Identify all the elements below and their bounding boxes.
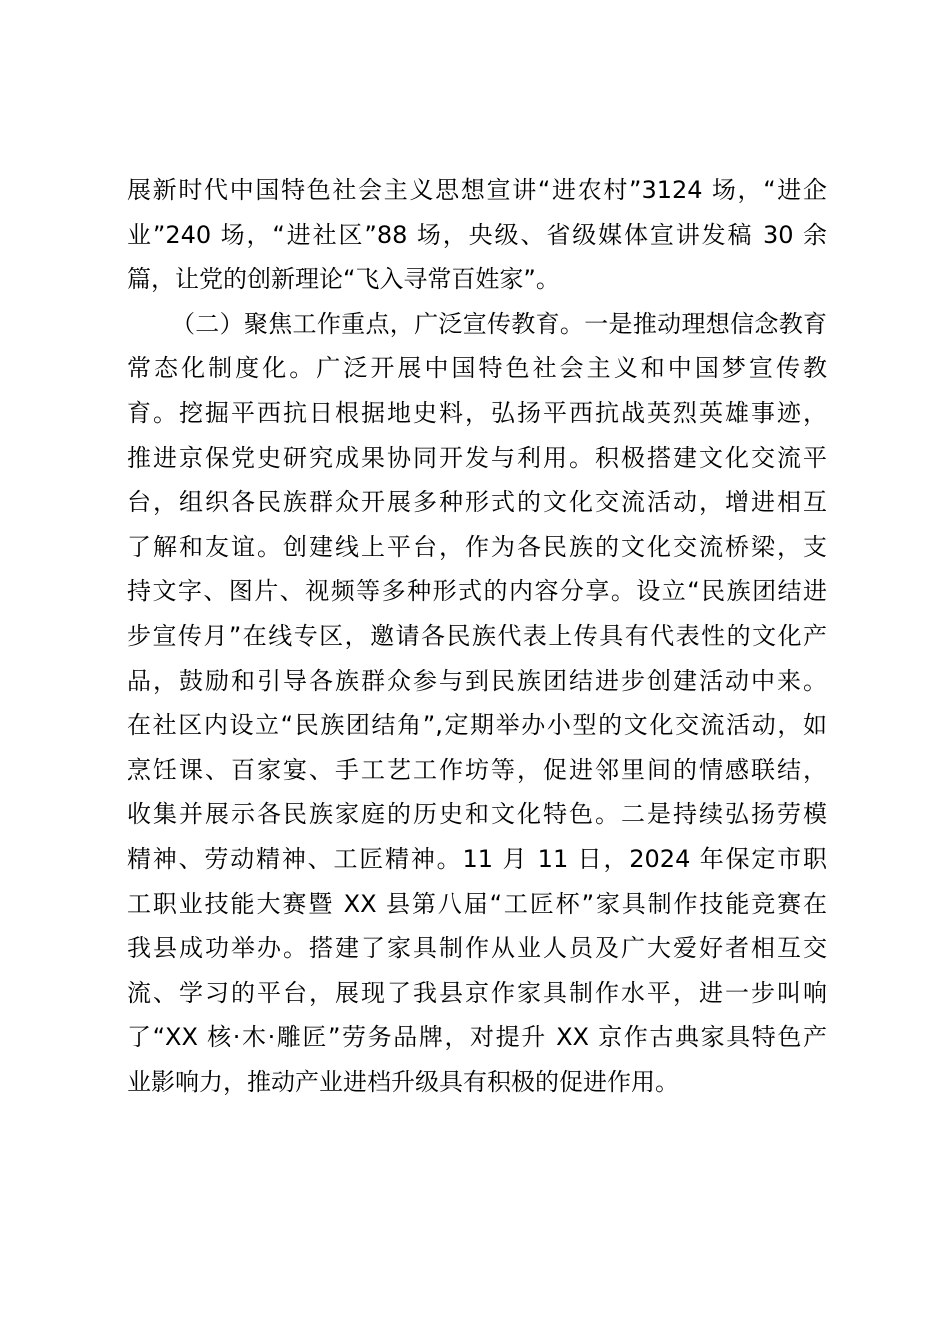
text-line-3: 篇，让党的创新理论“飞入寻常百姓家”。 [127,265,560,294]
text-line-12: 品，鼓励和引导各族群众参与到民族团结进步创建活动中来。 [127,666,827,695]
text-line-21: 业影响力，推动产业进档升级具有积极的促进作用。 [127,1067,679,1096]
text-line-13: 在社区内设立“民族团结角”,定期举办小型的文化交流活动，如 [127,711,827,740]
body-text [127,168,827,1104]
text-line-9: 了解和友谊。创建线上平台，作为各民族的文化交流桥梁，支 [127,532,827,561]
text-line-14: 烹饪课、百家宴、手工艺工作坊等，促进邻里间的情感联结， [127,755,827,784]
text-line-19: 流、学习的平台，展现了我县京作家具制作水平，进一步叫响 [127,978,827,1007]
text-line-8: 台，组织各民族群众开展多种形式的文化交流活动，增进相互 [127,488,827,517]
text-line-20: 了“XX 核·木·雕匠”劳务品牌，对提升 XX 京作古典家具特色产 [127,1023,827,1052]
text-line-17: 工职业技能大赛暨 XX 县第八届“工匠杯”家具制作技能竞赛在 [127,889,827,918]
text-line-2: 业”240 场，“进社区”88 场，央级、省级媒体宣讲发稿 30 余 [127,220,827,249]
text-line-18: 我县成功举办。搭建了家具制作从业人员及广大爱好者相互交 [127,934,827,963]
text-line-15: 收集并展示各民族家庭的历史和文化特色。二是持续弘扬劳模 [127,800,827,829]
text-line-16: 精神、劳动精神、工匠精神。11 月 11 日，2024 年保定市职 [127,844,827,873]
text-line-11: 步宣传月”在线专区，邀请各民族代表上传具有代表性的文化产 [127,621,827,650]
text-line-5: 常态化制度化。广泛开展中国特色社会主义和中国梦宣传教 [127,354,827,383]
text-line-10: 持文字、图片、视频等多种形式的内容分享。设立“民族团结进 [127,577,827,606]
text-line-4: （二）聚焦工作重点，广泛宣传教育。一是推动理想信念教育 [171,309,827,338]
text-line-1: 展新时代中国特色社会主义思想宣讲“进农村”3124 场，“进企 [127,176,827,204]
text-line-7: 推进京保党史研究成果协同开发与利用。积极搭建文化交流平 [127,443,827,472]
text-line-6: 育。挖掘平西抗日根据地史料，弘扬平西抗战英烈英雄事迹， [127,398,827,427]
